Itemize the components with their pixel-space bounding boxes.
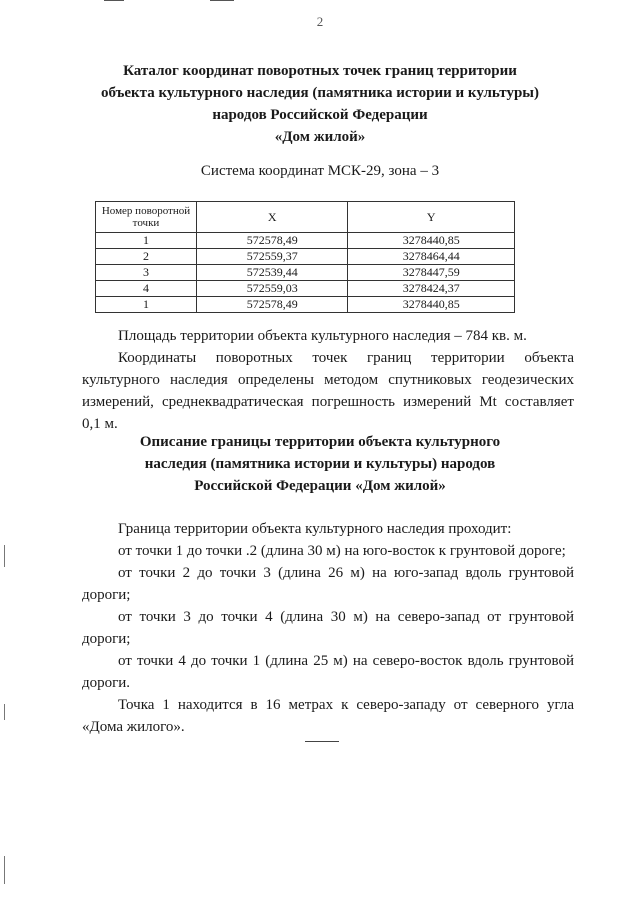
catalog-title-line: «Дом жилой» [274, 129, 366, 145]
table-row [96, 249, 515, 265]
cell-x: 572578,49 [197, 233, 348, 249]
coordinate-system: Система координат МСК-29, зона – 3 [200, 163, 440, 179]
page-number: 2 [316, 14, 324, 29]
cell-point: 3 [96, 265, 197, 281]
area-paragraph: Площадь территории объекта культурного наследия – 784 кв. м. [118, 328, 527, 344]
method-paragraph: Координаты поворотных точек границ территории объекта культурного наследия определены методом спутниковых геодезических измерений, среднеквадратическая погрешность измерений Mt составляет 0,1 м. [82, 350, 574, 432]
table-row [96, 265, 515, 281]
cell-x: 572559,37 [197, 249, 348, 265]
catalog-notes [82, 325, 574, 435]
scan-mark-left-3 [4, 856, 5, 884]
header-x: X [197, 202, 348, 233]
boundary-segment: от точки 4 до точки 1 (длина 25 м) на северо-восток вдоль грунтовой дороги. [82, 653, 574, 691]
scan-mark-top-right [210, 0, 234, 1]
cell-y: 3278424,37 [348, 281, 515, 297]
cell-point: 1 [96, 297, 197, 313]
table-header-row [96, 202, 515, 233]
end-rule [305, 741, 339, 742]
header-point-number: Номер поворотной точки [96, 202, 197, 233]
cell-x: 572539,44 [197, 265, 348, 281]
table-row [96, 233, 515, 249]
table-row [96, 281, 515, 297]
cell-y: 3278440,85 [348, 297, 515, 313]
table-row [96, 297, 515, 313]
coordinates-table [95, 201, 515, 313]
description-title-line: Российской Федерации «Дом жилой» [194, 478, 446, 494]
catalog-title [60, 60, 580, 148]
header-y: Y [348, 202, 515, 233]
catalog-title-line: объекта культурного наследия (памятника истории и культуры) [100, 85, 539, 101]
location-note: Точка 1 находится в 16 метрах к северо-западу от северного угла «Дома жилого». [82, 697, 574, 735]
catalog-title-line: Каталог координат поворотных точек границ территории [123, 63, 517, 79]
description-title [60, 431, 580, 497]
scan-mark-left-1 [4, 545, 5, 567]
boundary-segment: от точки 3 до точки 4 (длина 30 м) на северо-запад от грунтовой дороги; [82, 609, 574, 647]
cell-y: 3278464,44 [348, 249, 515, 265]
description-title-line: наследия (памятника истории и культуры) народов [144, 456, 496, 472]
boundary-segment: от точки 1 до точки .2 (длина 30 м) на юго-восток к грунтовой дороге; [118, 543, 566, 559]
cell-point: 4 [96, 281, 197, 297]
cell-x: 572559,03 [197, 281, 348, 297]
boundary-description [82, 518, 574, 738]
boundary-segment: от точки 2 до точки 3 (длина 26 м) на юго-запад вдоль грунтовой дороги; [82, 565, 574, 603]
catalog-title-line: народов Российской Федерации [212, 107, 428, 123]
description-intro: Граница территории объекта культурного наследия проходит: [118, 521, 512, 537]
cell-y: 3278447,59 [348, 265, 515, 281]
scan-mark-top-left [104, 0, 124, 1]
description-title-line: Описание границы территории объекта культурного [139, 434, 501, 450]
cell-y: 3278440,85 [348, 233, 515, 249]
cell-point: 2 [96, 249, 197, 265]
cell-x: 572578,49 [197, 297, 348, 313]
scan-mark-left-2 [4, 704, 5, 720]
cell-point: 1 [96, 233, 197, 249]
